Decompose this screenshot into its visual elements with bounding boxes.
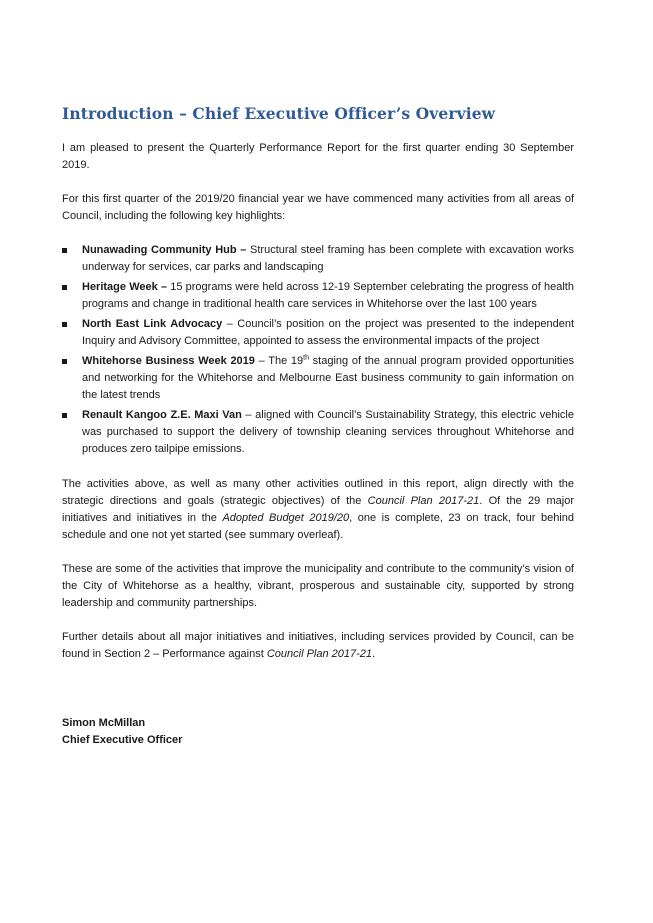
highlight-text: 15 programs were held across 12-19 September celebrating the progress of health programs and change in traditional health care services in Whitehorse over the last 100 years [82,281,574,310]
lead-in-paragraph: For this first quarter of the 2019/20 financial year we have commenced many activities from all areas of Council, including the following key highlights: [62,193,574,222]
intro-paragraph: I am pleased to present the Quarterly Performance Report for the first quarter ending 30 September 2019. [62,142,574,171]
list-item [62,279,574,313]
list-item [62,407,574,458]
further-details-paragraph [62,629,574,663]
highlight-text-pre: – The 19 [254,355,304,367]
activities-text-3: , one is complete, 23 on track, four behind schedule and one not yet started (see summary overleaf). [62,512,574,541]
highlights-list [62,242,574,458]
signatory-name: Simon McMillan [62,717,146,729]
highlight-heading: Renault Kangoo Z.E. Maxi Van [82,409,242,421]
council-plan-title: Council Plan 2017-21 [266,648,373,660]
adopted-budget-title: Adopted Budget 2019/20 [222,512,350,524]
highlight-heading: Nunawading Community Hub – [82,244,247,256]
square-bullet-icon [62,285,67,290]
square-bullet-icon [62,322,67,327]
highlight-text: staging of the annual program provided opportunities and networking for the Whitehorse and Melbourne East business community to gain information on the latest trends [82,355,574,401]
highlight-heading: North East Link Advocacy [82,318,223,330]
council-plan-title: Council Plan 2017-21 [367,495,480,507]
list-item [62,242,574,276]
square-bullet-icon [62,248,67,253]
activities-text-1: The activities above, as well as many other activities outlined in this report, align directly with the strategic directions and goals (strategic objectives) of the [62,478,574,507]
document-page [62,104,574,749]
ordinal-suffix: th [303,354,309,362]
vision-paragraph: These are some of the activities that improve the municipality and contribute to the community’s vision of the City of Whitehorse as a healthy, vibrant, prosperous and sustainable city, supported by strong leadership and community partnerships. [62,563,574,609]
page-title: Introduction – Chief Executive Officer’s Overview [62,104,496,123]
list-item [62,316,574,350]
further-text-2: . [372,648,376,660]
activities-paragraph [62,476,574,544]
signatory-role: Chief Executive Officer [62,734,183,746]
square-bullet-icon [62,413,67,418]
highlight-heading: Heritage Week – [82,281,168,293]
highlight-heading: Whitehorse Business Week 2019 [82,355,255,367]
highlight-text: – Council’s position on the project was presented to the independent Inquiry and Advisory Committee, appointed to assess the environmental impacts of the project [82,318,574,347]
further-text-1: Further details about all major initiatives and initiatives, including services provided by Council, can be found in Section 2 – Performance against [62,631,574,660]
list-item [62,353,574,404]
square-bullet-icon [62,359,67,364]
highlight-text: – aligned with Council’s Sustainability Strategy, this electric vehicle was purchased to support the delivery of township cleaning services throughout Whitehorse and produces zero tailpipe emissions. [82,409,574,455]
activities-text-2: . Of the 29 major initiatives and initiatives in the [62,495,574,524]
highlight-text: Structural steel framing has been complete with excavation works underway for services, car parks and landscaping [82,244,574,273]
signature-block [62,715,574,749]
